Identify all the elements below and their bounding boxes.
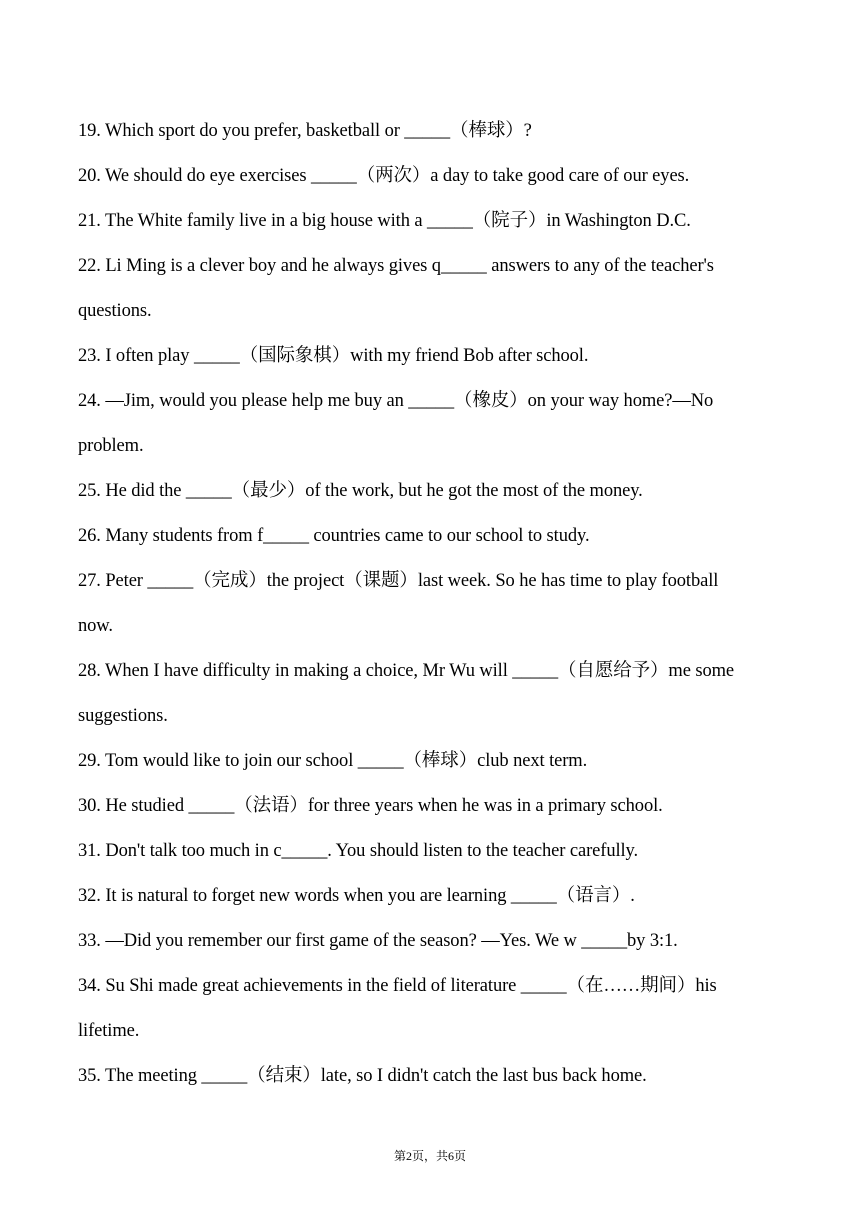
question-20: 20. We should do eye exercises _____（两次）a day to take good care of our eyes.	[78, 166, 690, 186]
question-35: 35. The meeting _____（结束）late, so I didn't catch the last bus back home.	[78, 1066, 647, 1086]
question-22-continued: questions.	[78, 301, 152, 321]
question-28-continued: suggestions.	[78, 706, 168, 726]
question-34: 34. Su Shi made great achievements in the field of literature _____（在……期间）his	[78, 976, 717, 996]
question-19: 19. Which sport do you prefer, basketball or _____（棒球）?	[78, 121, 532, 141]
question-31: 31. Don't talk too much in c_____. You should listen to the teacher carefully.	[78, 841, 639, 861]
question-21: 21. The White family live in a big house with a _____（院子）in Washington D.C.	[78, 211, 691, 231]
question-34-continued: lifetime.	[78, 1021, 140, 1041]
question-24-continued: problem.	[78, 436, 144, 456]
question-27-continued: now.	[78, 616, 113, 636]
exercise-text	[78, 109, 790, 1099]
question-28: 28. When I have difficulty in making a choice, Mr Wu will _____（自愿给予）me some	[78, 661, 734, 681]
question-30: 30. He studied _____（法语）for three years when he was in a primary school.	[78, 796, 663, 816]
question-25: 25. He did the _____（最少）of the work, but he got the most of the money.	[78, 481, 643, 501]
page-number-footer: 第2页，共6页	[393, 1149, 466, 1163]
question-27: 27. Peter _____（完成）the project（课题）last week. So he has time to play football	[78, 571, 719, 591]
question-32: 32. It is natural to forget new words when you are learning _____（语言）.	[78, 886, 635, 906]
question-24: 24. —Jim, would you please help me buy an _____（橡皮）on your way home?—No	[78, 391, 714, 411]
question-29: 29. Tom would like to join our school _____（棒球）club next term.	[78, 751, 588, 771]
question-26: 26. Many students from f_____ countries came to our school to study.	[78, 526, 590, 546]
question-33: 33. —Did you remember our first game of the season? —Yes. We w _____by 3:1.	[78, 931, 678, 951]
question-22: 22. Li Ming is a clever boy and he always gives q_____ answers to any of the teacher's	[78, 256, 714, 276]
question-23: 23. I often play _____（国际象棋）with my friend Bob after school.	[78, 346, 589, 366]
